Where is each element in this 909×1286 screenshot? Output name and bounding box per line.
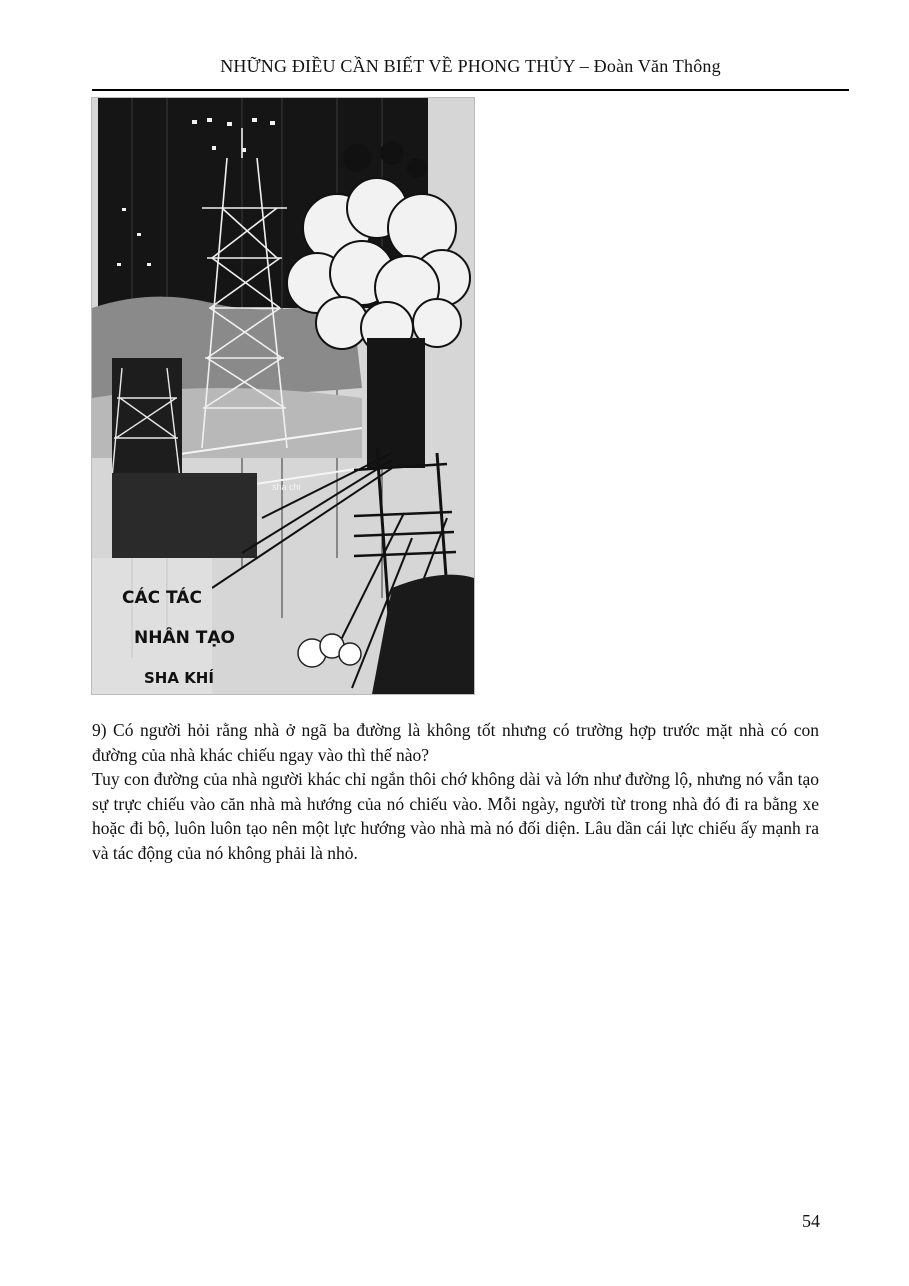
header-rule [92, 89, 849, 91]
illustration-figure [91, 97, 475, 695]
answer-paragraph: Tuy con đường của nhà người khác chỉ ngắn thôi chớ không dài và lớn như đường lộ, nhưng nó vẫn tạo sự trực chiếu vào căn nhà mà hướng của nó chiếu vào. Mỗi ngày, người từ trong nhà đó đi ra bằng xe hoặc đi bộ, luôn luôn tạo nên một lực hướng vào nhà mà nó đối diện. Lâu dần cái lực chiếu ấy mạnh ra và tác động của nó không phải là nhỏ. [92, 769, 819, 863]
figure-caption-line-3: SHA KHÍ [144, 669, 214, 687]
page-header: NHỮNG ĐIỀU CẦN BIẾT VỀ PHONG THỦY – Đoàn Văn Thông [220, 56, 721, 76]
illustration-drawing [92, 98, 474, 694]
figure-caption-line-1: CÁC TÁC [122, 588, 202, 608]
figure-small-label: sha chi [272, 482, 301, 492]
body-text [92, 718, 819, 865]
question-paragraph: 9) Có người hỏi rằng nhà ở ngã ba đường là không tốt nhưng có trường hợp trước mặt nhà có con đường của nhà khác chiếu ngay vào thì thế nào? [92, 720, 819, 765]
page-number: 54 [802, 1211, 820, 1231]
figure-caption-line-2: NHÂN TẠO [134, 628, 235, 648]
